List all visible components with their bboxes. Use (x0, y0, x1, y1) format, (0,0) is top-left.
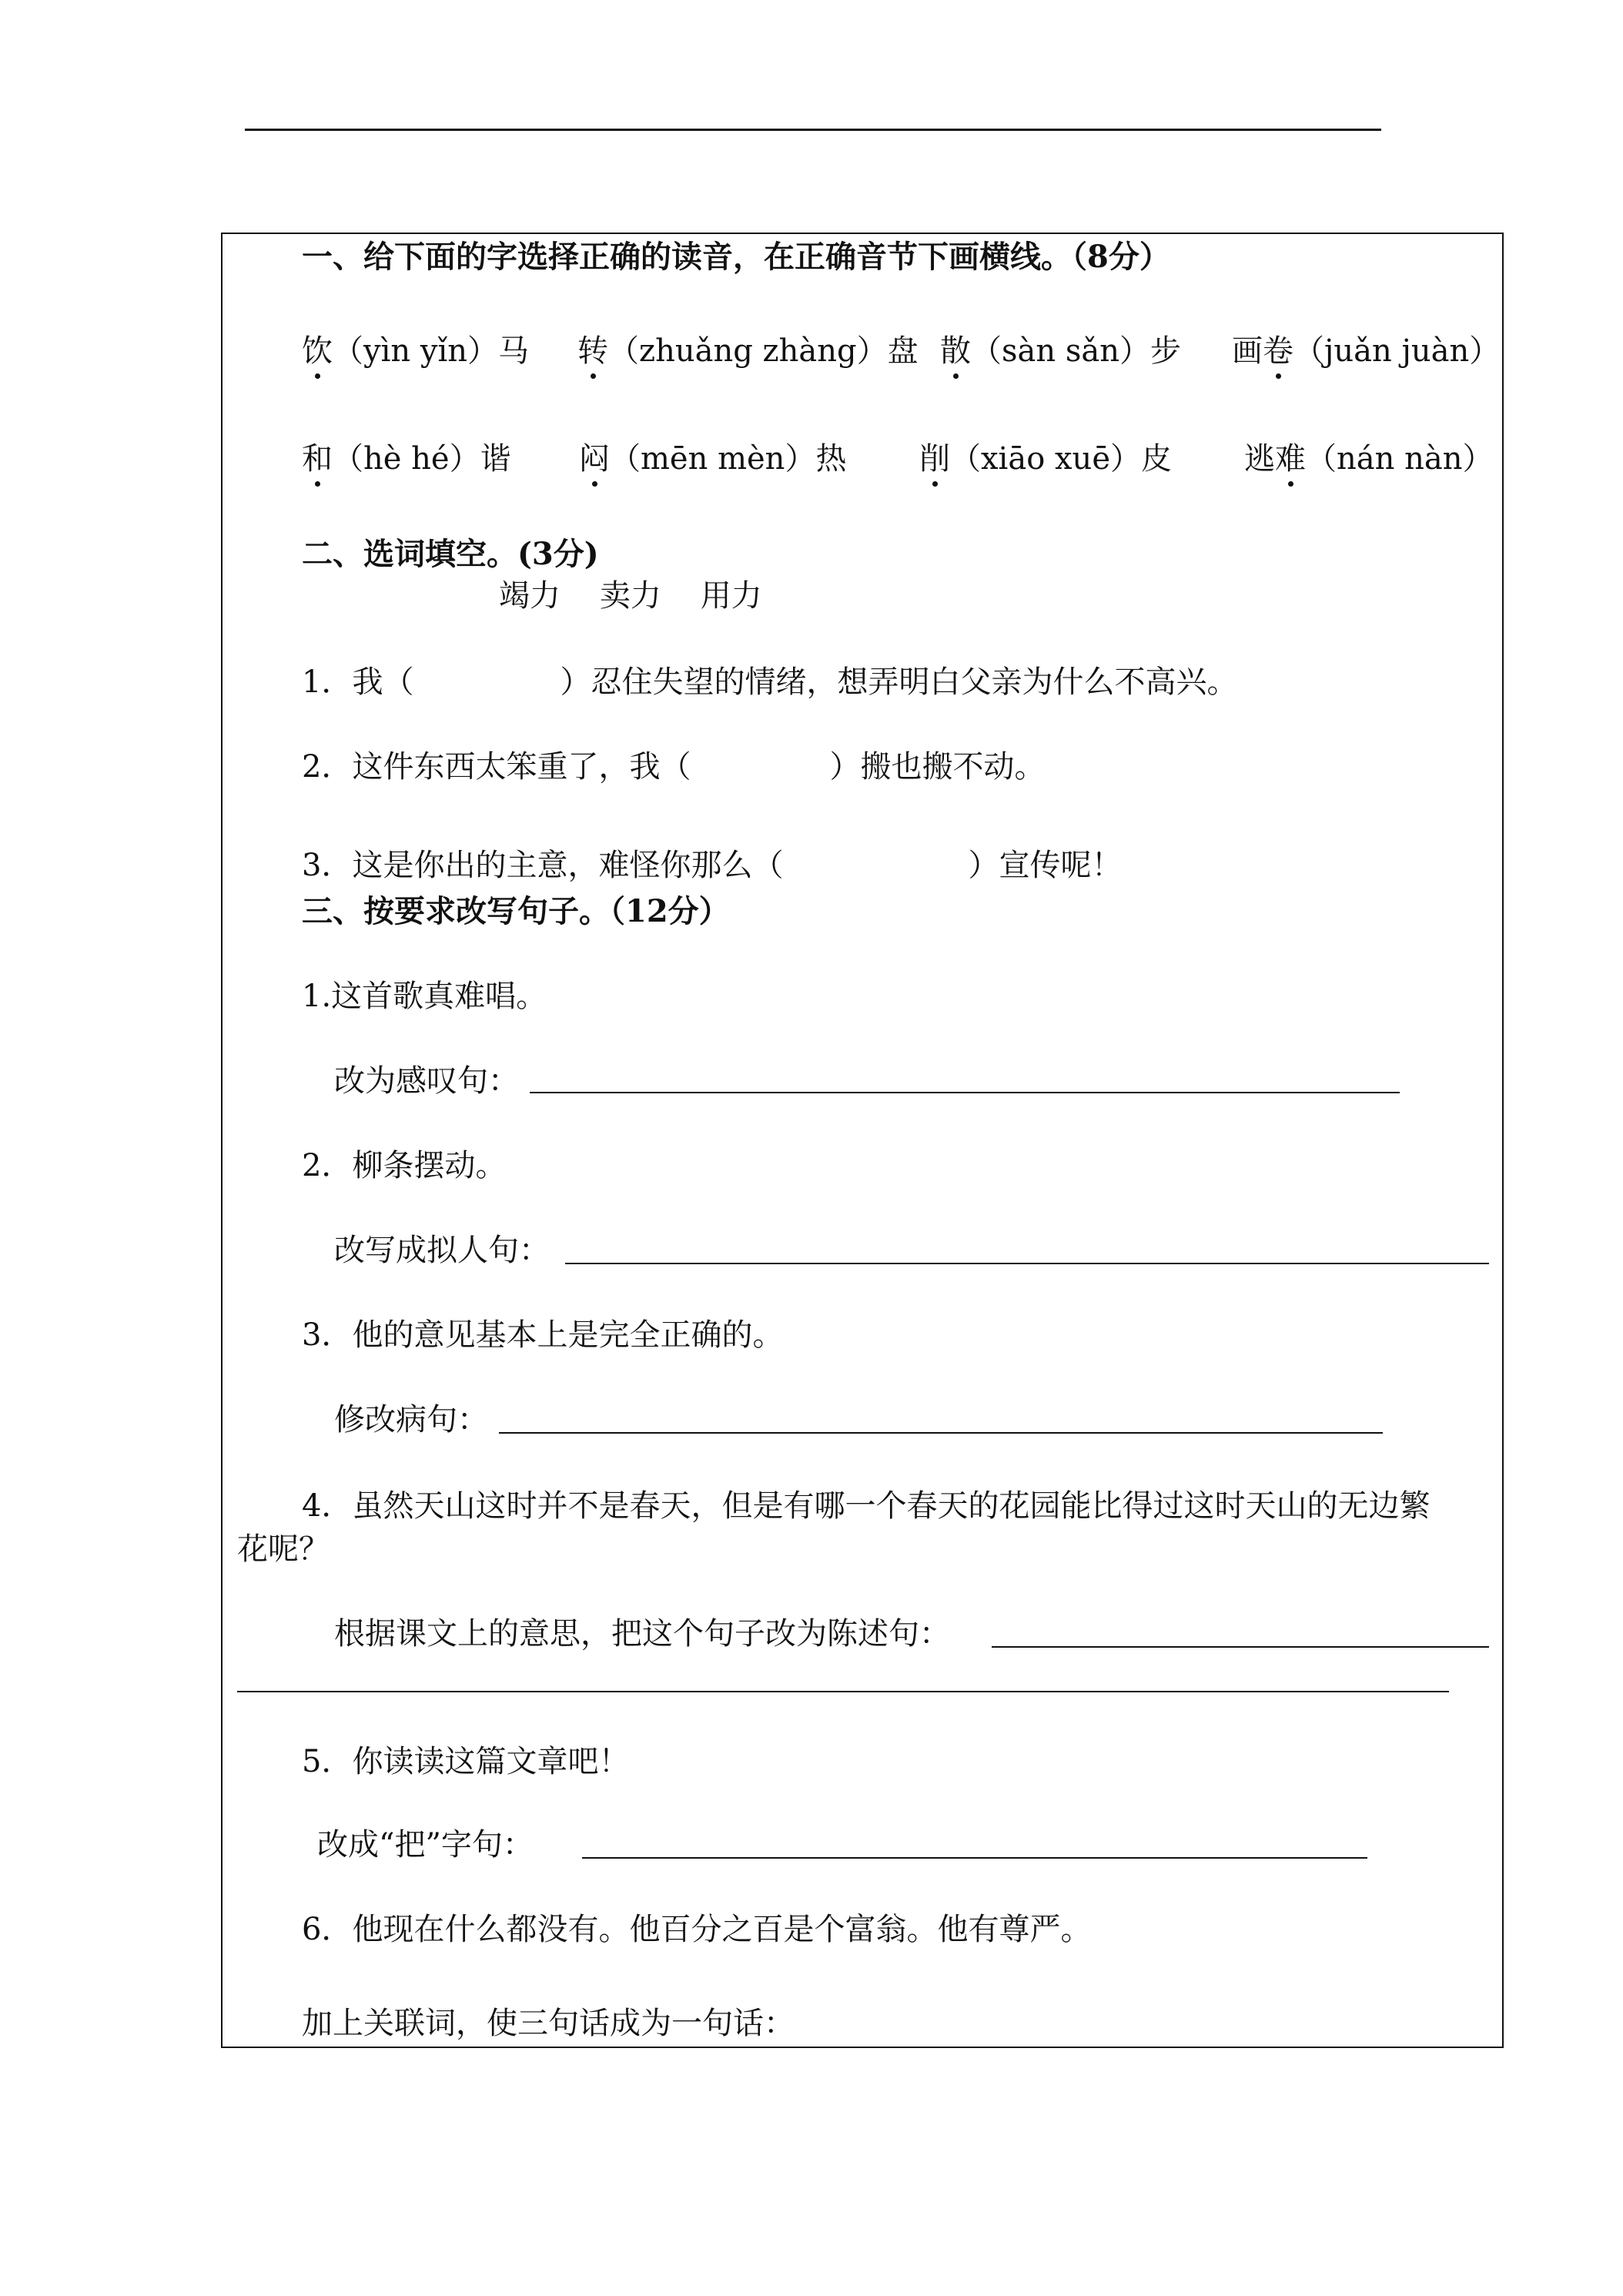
pinyin-item: 转（zhuǎng zhàng）盘 (577, 333, 919, 369)
dotted-char: 转 (577, 333, 608, 369)
answer-line[interactable] (530, 1092, 1400, 1093)
pinyin-item: 逃难（nán nàn） (1244, 441, 1494, 477)
rewrite-question-4-cont: 花呢？ (237, 1531, 330, 1567)
rewrite-prompt-2: 改写成拟人句： (334, 1233, 550, 1268)
dotted-char: 散 (940, 333, 971, 369)
fill-question-2: 2．这件东西太笨重了，我（ ）搬也搬不动。 (302, 749, 1046, 785)
pinyin-item: 散（sàn sǎn）步 (940, 333, 1181, 369)
rewrite-question-3: 3．他的意见基本上是完全正确的。 (302, 1317, 784, 1353)
dotted-char: 卷 (1263, 333, 1293, 369)
answer-line[interactable] (992, 1646, 1489, 1648)
dotted-char: 闷 (579, 441, 610, 477)
header-rule (245, 129, 1381, 131)
answer-line[interactable] (499, 1432, 1383, 1434)
rewrite-prompt-1: 改为感叹句： (334, 1063, 519, 1099)
rewrite-prompt-6: 加上关联词，使三句话成为一句话： (302, 2006, 795, 2041)
rewrite-prompt-4: 根据课文上的意思，把这个句子改为陈述句： (334, 1616, 950, 1652)
word-choices: 竭力 卖力 用力 (499, 578, 762, 614)
rewrite-question-6: 6．他现在什么都没有。他百分之百是个富翁。他有尊严。 (302, 1912, 1092, 1947)
pinyin-item: 削（xiāo xuē）皮 (919, 441, 1172, 477)
dotted-char: 饮 (302, 333, 333, 369)
fill-question-3: 3．这是你出的主意，难怪你那么（ ）宣传呢！ (302, 848, 1123, 883)
rewrite-prompt-3: 修改病句： (334, 1402, 488, 1438)
section-1-title: 一、给下面的字选择正确的读音，在正确音节下画横线。（8分） (302, 239, 1170, 275)
rewrite-question-2: 2．柳条摆动。 (302, 1148, 507, 1183)
rewrite-prompt-5: 改成“把”字句： (317, 1827, 534, 1863)
rewrite-question-1: 1.这首歌真难唱。 (302, 979, 547, 1014)
dotted-char: 削 (919, 441, 950, 477)
section-2-title: 二、选词填空。(3分) (302, 536, 599, 572)
pinyin-item: 和（hè hé）谐 (302, 441, 511, 477)
pinyin-item: 画卷（juǎn juàn） (1232, 333, 1501, 369)
rewrite-question-5: 5．你读读这篇文章吧！ (302, 1744, 630, 1779)
fill-question-1: 1．我（ ）忍住失望的情绪，想弄明白父亲为什么不高兴。 (302, 664, 1238, 700)
dotted-char: 和 (302, 441, 333, 477)
rewrite-question-4: 4．虽然天山这时并不是春天，但是有哪一个春天的花园能比得过这时天山的无边繁 (302, 1488, 1431, 1524)
pinyin-item: 闷（mēn mèn）热 (579, 441, 847, 477)
answer-line[interactable] (582, 1857, 1367, 1859)
section-3-title: 三、按要求改写句子。（12分） (302, 893, 730, 929)
pinyin-item: 饮（yìn yǐn）马 (302, 333, 530, 369)
answer-line[interactable] (237, 1691, 1449, 1692)
dotted-char: 难 (1275, 441, 1306, 477)
answer-line[interactable] (565, 1263, 1489, 1264)
